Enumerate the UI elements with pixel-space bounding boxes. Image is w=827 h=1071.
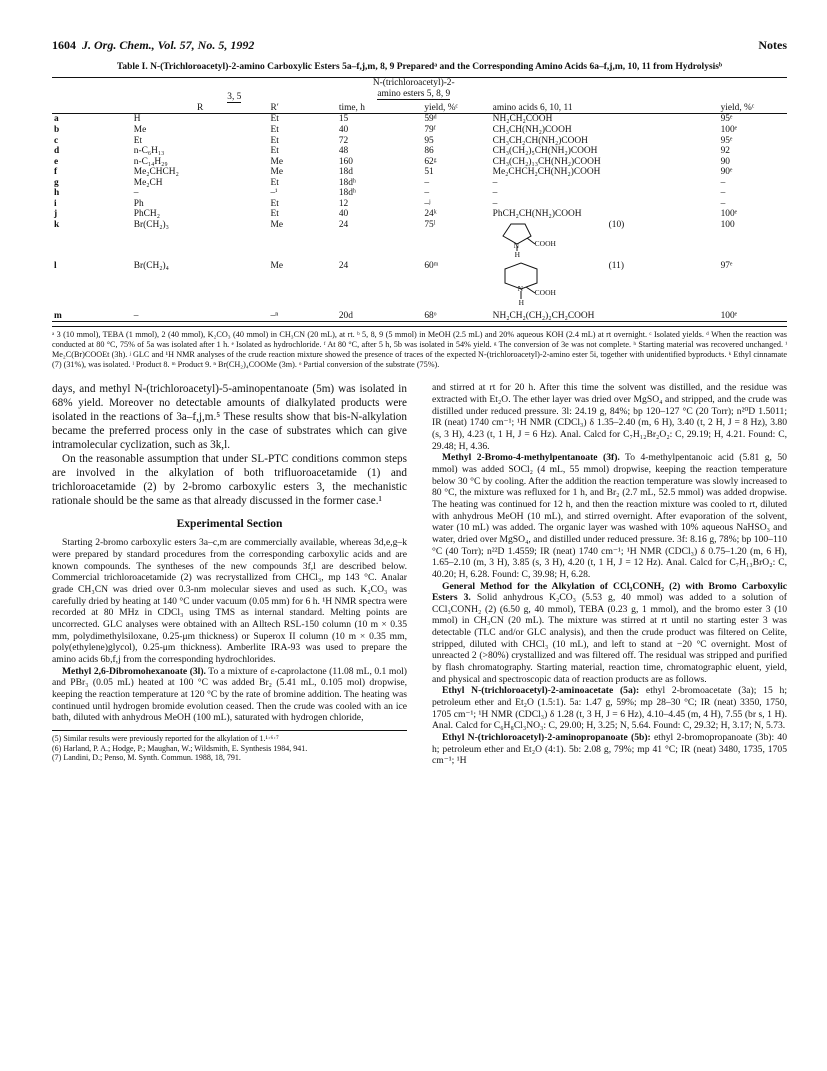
table-footnotes: ᵃ 3 (10 mmol), TEBA (1 mmol), 2 (40 mmol), K₂CO₃ (40 mmol) in CH₃CN (20 mL), at rt. ᵇ 5, 8, 9 (5 mmol) in MeOH (2.5 mL) and 20% aqueous KOH (2.4 mL) at rt overnight. ᶜ Isolated yields. ᵈ When the reaction was conducted at 80 °C, 75% of 5a was isolated after 1 h. ᵉ Isolated as hydrochloride. ᶠ At 80 °C, after 5 h, 5b was isolated in 54% yield. ᵍ The conversion of 3e was not complete. ʰ Starting material was recovered unchanged. ⁱ Me₂C(Br)COOEt (3h). ʲ GLC and ¹H NMR analyses of the crude reaction mixture showed the presence of traces of the expected N-(trichloroacetyl)-2-amino ester 5i, together with unidentified byproducts. ᵏ Ethyl cinnamate (7) (31%), was isolated. ˡ Product 8. ᵐ Product 9. ⁿ Br(CH₂)₄COOMe (3m). ᵒ Partial conversion of the substrate (75%).: [52, 326, 787, 370]
cell-r-group: –: [133, 310, 139, 321]
cell-acid-yield: –: [720, 198, 726, 209]
cell-reaction-time: 15: [338, 114, 349, 125]
cell-r-group: Br(CH₂)₃: [133, 219, 169, 230]
cell-amino-acid: PhCH₂CH(NH₂)COOH: [492, 209, 582, 220]
cell-acid-yield: 100: [720, 219, 735, 230]
cell-reaction-time: 20d: [338, 310, 353, 321]
right-paragraph-5: [432, 732, 787, 767]
table-row: [52, 146, 787, 157]
cell-reaction-time: 40: [338, 209, 349, 220]
procedure-text-5a: ethyl 2-bromoacetate (3a); 15 h; petroleum ether and Et₂O (1.5:1). 5a: 1.47 g, 59%; mp 28–30 °C; IR (neat) 3350, 1750, 1705 cm⁻¹; ¹H NMR (CDCl₃) δ 1.28 (t, 3 H, J = 6 Hz), 4.10–4.45 (m, 4 H), 7.55 (br s, 1 H). Anal. Calcd for C₆H₈Cl₃NO₃: C, 29.00; H, 3.25; N, 5.64. Found: C, 29.32; H, 3.17; N, 5.73.: [432, 685, 787, 732]
references: [52, 730, 407, 763]
table-row: [52, 136, 787, 147]
table-row: [52, 157, 787, 168]
reference-5: (5) Similar results were previously reported for the alkylation of 1.¹·⁶·⁷: [52, 733, 279, 743]
cell-reaction-time: 48: [338, 146, 349, 157]
cell-ester-yield: 59ᵈ: [424, 114, 437, 125]
cell-ester-yield: –: [424, 188, 429, 199]
cell-ester-yield: 79ᶠ: [424, 124, 436, 135]
compound-number: (11): [608, 261, 624, 272]
table-row: [52, 114, 787, 125]
cell-r-prime: Me: [270, 219, 283, 230]
cell-r-prime: Et: [270, 209, 279, 220]
cell-row-id: d: [54, 146, 60, 157]
cell-r-prime: –ⁿ: [270, 310, 279, 321]
cell-acid-yield: 95ᵉ: [720, 114, 733, 125]
cell-amino-acid: CH₃CH₂CH(NH₂)COOH: [492, 135, 588, 146]
cell-row-id: e: [54, 156, 59, 167]
cell-ester-yield: 75ˡ: [424, 219, 436, 230]
cell-reaction-time: 24: [338, 219, 349, 230]
running-header: [52, 38, 787, 53]
right-paragraph-4: [432, 685, 787, 732]
cell-reaction-time: 160: [338, 156, 353, 167]
col-header-r-prime: R′: [270, 102, 279, 113]
cell-amino-acid: CH₃CH(NH₂)COOH: [492, 124, 572, 135]
cell-r-group: Me₂CHCH₂: [133, 167, 179, 178]
cell-ester-yield: –ʲ: [424, 198, 431, 209]
right-column: [432, 382, 787, 767]
cell-row-id: h: [54, 188, 60, 199]
right-paragraph-3: [432, 581, 787, 686]
cooh-label: COOH: [534, 288, 556, 298]
left-paragraph-1: days, and methyl N-(trichloroacetyl)-5-aminopentanoate (5m) was isolated in 68% yield. Moreover no detectable amounts of dialkylated products were isolated in the reactions of 3a–f,j,m.⁵ These results show that bis-N-alkylation became the preferred process only in the case of substrates which can give intramolecular cyclization, such as 3k,l.: [52, 383, 407, 452]
col-header-amino-acids: amino acids 6, 10, 11: [492, 102, 573, 113]
right-paragraph-1: and stirred at rt for 20 h. After this time the solvent was distilled, and the residue was extracted with Et₂O. The ether layer was dried over MgSO₄ and stripped, and the crude was distilled under reduced pressure. 3l: 24.19 g, 84%; bp 120–127 °C (20 Torr); n²⁰D 1.5011; IR (neat) 1740 cm⁻¹; ¹H NMR (CDCl₃) δ 1.35–2.40 (m, 6 H), 3.40 (t, 2 H, J = 8 Hz), 3.80 (s, 3 H), 4.23 (t, 1 H, J = 6 Hz). Anal. Calcd for C₇H₁₂Br₂O₂: C, 29.19; H, 4.21. Found: C, 29.48; H, 4.36.: [432, 382, 787, 452]
cell-r-prime: –ⁱ: [270, 188, 278, 199]
cell-r-prime: Me: [270, 261, 283, 272]
table-column-headers: [52, 103, 787, 114]
col-header-yield-ester: yield, %ᶜ: [424, 102, 458, 113]
cell-acid-yield: 90ᵉ: [720, 167, 733, 178]
cell-r-group: –: [133, 188, 139, 199]
cell-ester-yield: 51: [424, 167, 434, 178]
group-header-3-5: 3, 5: [227, 92, 242, 103]
cell-ester-yield: 60ᵐ: [424, 261, 439, 272]
left-paragraph-2: On the reasonable assumption that under SL-PTC conditions common steps are involved in the alkylation of both trifluoroacetamide (1) and trichloroacetamide (2) by 2-bromo carboxylic esters 3, the mechanistic rationale should be the same as that already discussed in the former case.¹: [52, 453, 407, 508]
cell-row-id: b: [54, 124, 60, 135]
table-row: [52, 311, 787, 322]
cell-r-group: Me: [133, 124, 147, 135]
cell-reaction-time: 18d: [338, 167, 353, 178]
cell-ester-yield: 62ᵍ: [424, 156, 437, 167]
ring-structure-icon: [493, 261, 563, 307]
procedure-heading-3f: Methyl 2-Bromo-4-methylpentanoate (3f).: [442, 452, 620, 464]
cell-ester-yield: 86: [424, 146, 434, 157]
cell-row-id: c: [54, 135, 59, 146]
col-header-time: time, h: [338, 102, 365, 113]
cell-r-group: H: [133, 114, 141, 125]
cell-amino-acid: [491, 220, 719, 262]
cell-amino-acid: –: [492, 198, 498, 209]
left-paragraph-3: Starting 2-bromo carboxylic esters 3a–c,m are commercially available, whereas 3d,e,g–k were prepared by standard procedures from the corresponding carboxylic acids and are known compounds. The syntheses of the new compounds 3f,l are described below. Commercial trichloroacetamide (2) was recrystallized from CHCl₃, mp 143 °C. Analar grade CH₃CN was dried over 0.3-nm molecular sieves and used as such. K₂CO₃ was carefully dried by heating at 140 °C under vacuum (0.05 mm) for 6 h. ¹H NMR spectra were recorded at 80 MHz in CDCl₃ using TMS as internal standard. Melting points are uncorrected. GLC analyses were obtained with an Alltech RSL-150 column (10 m × 0.35 mm, polydimethylsiloxane, 0.25-μm thickness) or Superox II column (10 m × 0.35 mm, poly(ethylene)glycol), 0.25-μm thickness). Amberlite IRA-93 was used to prepare the amino acids 6b,f,j from the corresponding hydrochlorides.: [52, 537, 407, 665]
cell-acid-yield: 90: [720, 156, 730, 167]
cell-r-group: Me₂CH: [133, 177, 163, 188]
cell-r-prime: Et: [270, 114, 279, 125]
cell-reaction-time: 18dʰ: [338, 177, 356, 188]
table-row: [52, 167, 787, 178]
cell-ester-yield: 68ᵒ: [424, 310, 437, 321]
cell-r-prime: Et: [270, 146, 279, 157]
cell-amino-acid: NH₂CH₂(CH₂)₂CH₂COOH: [492, 310, 595, 321]
cell-amino-acid: NH₂CH₂COOH: [492, 114, 553, 125]
procedure-text-3f: To 4-methylpentanoic acid (5.81 g, 50 mmol) was added SOCl₂ (4 mL, 55 mmol) dropwise, keeping the reaction temperature below 30 °C by cooling. After the addition the reaction temperature was slowly increased to 80 °C, the mixture was refluxed for 1 h, and Br₂ (2.7 mL, 52.5 mmol) was added dropwise. The heating was continued for 12 h, and then the reaction mixture was cooled to rt, diluted with anhydrous MeOH (10 mL), and stirred overnight. After evaporation of the solvent, water (10 mL) was added. The organic layer was washed with 10% aqueous NaHSO₃ and water, dried over MgSO₄, and distilled under reduced pressure. 3f: 8.16 g, 78%; bp 100–110 °C (40 Torr); n²²D 1.4559; IR (neat) 1740 cm⁻¹; ¹H NMR (CDCl₃) δ 0.75–1.20 (m, 6 H), 1.65–2.10 (m, 3 H), 3.85 (s, 3 H), 4.20 (t, 1 H, J = 12 Hz). Anal. Calcd for C₇H₁₃BrO₂: C, 40.20; H, 6.28. Found: C, 39.98; H, 6.28.: [432, 452, 787, 580]
table-row: [52, 178, 787, 189]
cell-reaction-time: 12: [338, 198, 349, 209]
cell-row-id: k: [54, 219, 60, 230]
journal-citation: J. Org. Chem., Vol. 57, No. 5, 1992: [82, 38, 255, 52]
ring-h-label: H: [518, 298, 525, 308]
cell-r-group: n-C₁₄H₂₉: [133, 156, 168, 167]
table-row: [52, 209, 787, 220]
procedure-heading-3l: Methyl 2,6-Dibromohexanoate (3l).: [62, 665, 206, 677]
procedure-heading-5b: Ethyl N-(trichloroacetyl)-2-aminopropanoate (5b):: [442, 732, 651, 744]
table-row: [52, 261, 787, 311]
journal-page: [52, 38, 787, 767]
cell-reaction-time: 24: [338, 261, 349, 272]
ring-n-label: N: [513, 240, 520, 250]
cell-row-id: g: [54, 177, 59, 188]
left-paragraph-4: [52, 666, 407, 724]
cell-r-group: Et: [133, 135, 143, 146]
procedure-text-3l: To a mixture of ε-caprolactone (11.08 mL, 0.1 mol) and PBr₃ (0.05 mL) heated at 100 °C was added Br₂ (5.41 mL, 0.105 mol) dropwise, keeping the reaction temperature at 120 °C by the rate of bromine addition. The heating was continued until hydrogen bromide evolution ceased. Then the crude was cooled with an ice bath, diluted with anhydrous MeOH (100 mL), saturated with hydrogen chloride,: [52, 665, 407, 724]
cell-acid-yield: –: [720, 188, 726, 199]
cell-row-id: m: [54, 310, 62, 321]
cell-acid-yield: 92: [720, 146, 730, 157]
col-header-r: R: [197, 102, 204, 113]
cell-r-group: Br(CH₂)₄: [133, 261, 169, 272]
reference-6: (6) Harland, P. A.; Hodge, P.; Maughan, W.; Wildsmith, E. Synthesis 1984, 941.: [52, 743, 308, 753]
ring-h-label: H: [514, 249, 521, 259]
page-number: 1604: [52, 38, 76, 52]
procedure-heading-general: General Method for the Alkylation of CCl₃CONH₂ (2) with Bromo Carboxylic Esters 3.: [432, 580, 787, 604]
compound-number: (10): [608, 219, 625, 230]
cell-row-id: f: [54, 167, 58, 178]
cell-amino-acid: –: [492, 188, 498, 199]
cell-amino-acid: –: [492, 177, 498, 188]
cell-r-group: n-C₆H₁₃: [133, 146, 165, 157]
table-row: [52, 199, 787, 210]
section-heading: Experimental Section: [176, 518, 283, 531]
cell-reaction-time: 40: [338, 124, 349, 135]
cell-acid-yield: 95ᵉ: [720, 135, 733, 146]
cell-amino-acid: [491, 261, 719, 311]
procedure-text-general: Solid anhydrous K₂CO₃ (5.53 g, 40 mmol) was added to a solution of CCl₃CONH₂ (2) (6.50 g, 40 mmol), TEBA (0.23 g, 1 mmol), and the bromo ester 3 (10 mmol) in CH₃CN (20 mL). The mixture was stirred at rt until no starting ester 3 was detectable (TLC and/or GLC analysis), and then the crude product was filtered on Celite, stripped, diluted with CHCl₃ (10 mL), and left to stand at −20 °C overnight. Most of unreacted 2 (>80%) crystallized and was filtered off. The residual was stripped and purified by flash chromatography. Starting material, reaction time, chromatographic eluent, yield, and physical and spectroscopic data of reaction products are as follows.: [432, 592, 787, 685]
cooh-label: COOH: [534, 238, 556, 248]
table-caption: Table I. N-(Trichloroacetyl)-2-amino Carboxylic Esters 5a–f,j,m, 8, 9 Preparedᵃ and the Corresponding Amino Acids 6a–f,j,m, 10, 11 from Hydrolysisᵇ: [116, 62, 723, 72]
cell-row-id: l: [54, 261, 57, 272]
cell-acid-yield: –: [720, 177, 726, 188]
procedure-heading-5a: Ethyl N-(trichloroacetyl)-2-aminoacetate (5a):: [442, 685, 640, 697]
cell-r-prime: Et: [270, 135, 279, 146]
group-header-esters-2: amino esters 5, 8, 9: [377, 88, 451, 99]
cell-amino-acid: CH₃(CH₂)₅CH(NH₂)COOH: [492, 146, 598, 157]
cell-row-id: i: [54, 198, 57, 209]
right-paragraph-2: [432, 452, 787, 580]
table-row: [52, 125, 787, 136]
table-row: [52, 188, 787, 199]
cell-r-group: PhCH₂: [133, 209, 160, 220]
procedure-text-5b: ethyl 2-bromopropanoate (3b): 40 h; petroleum ether and Et₂O (4:1). 5b: 2.08 g, 79%; mp 41 °C; IR (neat) 3480, 1735, 1705 cm⁻¹; ¹H: [432, 732, 788, 767]
cell-acid-yield: 100ᵉ: [720, 124, 738, 135]
section-label: Notes: [758, 38, 787, 52]
col-header-yield-acid: yield, %ᶜ: [720, 102, 755, 113]
cell-row-id: a: [54, 114, 59, 125]
cell-amino-acid: Me₂CHCH₂CH(NH₂)COOH: [492, 167, 601, 178]
cell-amino-acid: CH₃(CH₂)₁₃CH(NH₂)COOH: [492, 156, 601, 167]
reference-7: (7) Landini, D.; Penso, M. Synth. Commun. 1988, 18, 791.: [52, 753, 241, 763]
cell-r-prime: Et: [270, 198, 279, 209]
cell-ester-yield: 95: [424, 135, 434, 146]
cell-acid-yield: 97ᵉ: [720, 261, 733, 272]
cell-acid-yield: 100ᵉ: [720, 209, 738, 220]
cell-reaction-time: 72: [338, 135, 349, 146]
ring-n-label: N: [517, 284, 524, 294]
cell-r-prime: Et: [270, 124, 279, 135]
cell-r-prime: Et: [270, 177, 279, 188]
cell-r-group: Ph: [133, 198, 144, 209]
cell-acid-yield: 100ᵉ: [720, 310, 738, 321]
data-table: [52, 77, 787, 322]
left-column: [52, 382, 407, 767]
cell-ester-yield: 24ᵏ: [424, 209, 437, 220]
cell-ester-yield: –: [424, 177, 429, 188]
table-row: [52, 220, 787, 262]
cell-r-prime: Me: [270, 156, 283, 167]
group-header-esters-1: N-(trichloroacetyl)-2-: [372, 78, 455, 89]
cell-reaction-time: 18dʰ: [338, 188, 356, 199]
cell-row-id: j: [54, 209, 58, 220]
cell-r-prime: Me: [270, 167, 283, 178]
